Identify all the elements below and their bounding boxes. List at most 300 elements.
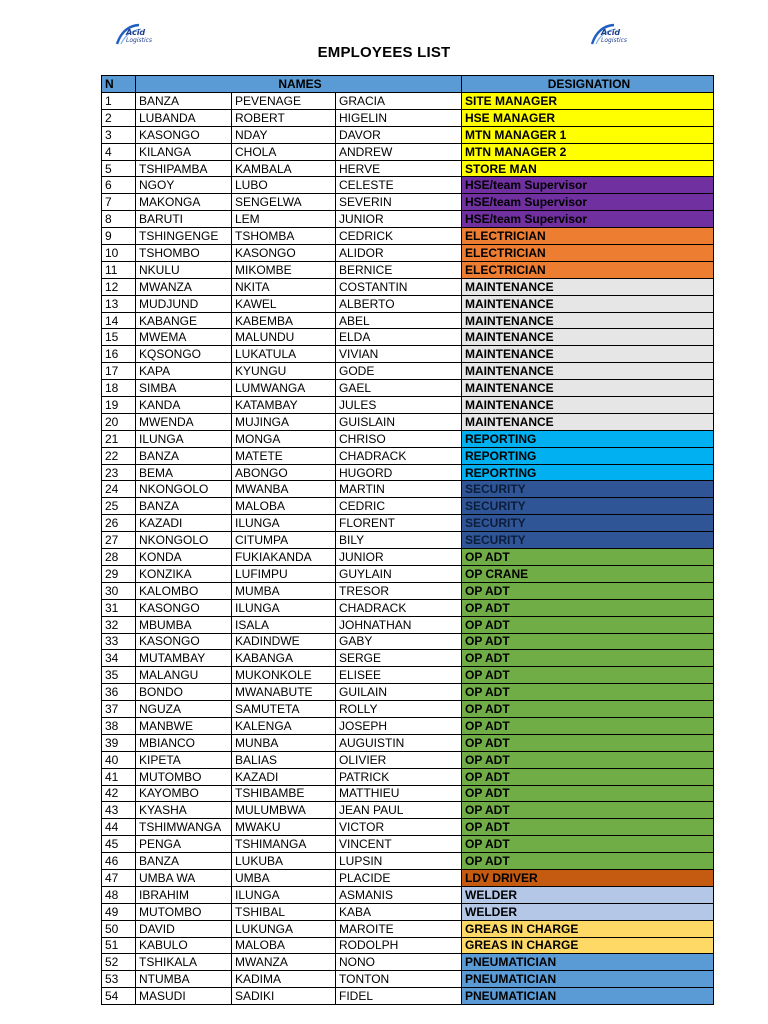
cell-name-2: TSHIMANGA bbox=[232, 836, 336, 853]
cell-name-1: MBUMBA bbox=[136, 616, 232, 633]
cell-name-1: MWANZA bbox=[136, 278, 232, 295]
cell-designation: OP ADT bbox=[462, 717, 714, 734]
cell-name-1: MUDJUND bbox=[136, 295, 232, 312]
cell-designation: HSE/team Supervisor bbox=[462, 194, 714, 211]
table-row bbox=[102, 194, 714, 211]
cell-name-2: ILUNGA bbox=[232, 599, 336, 616]
cell-designation: OP ADT bbox=[462, 734, 714, 751]
cell-name-1: NTUMBA bbox=[136, 971, 232, 988]
cell-name-1: MBIANCO bbox=[136, 734, 232, 751]
cell-designation: GREAS IN CHARGE bbox=[462, 937, 714, 954]
table-row bbox=[102, 261, 714, 278]
svg-text:Logistics: Logistics bbox=[126, 37, 153, 44]
header-designation: DESIGNATION bbox=[462, 76, 714, 93]
cell-designation: MAINTENANCE bbox=[462, 278, 714, 295]
cell-n: 41 bbox=[102, 768, 136, 785]
table-row bbox=[102, 768, 714, 785]
cell-name-2: LUFIMPU bbox=[232, 565, 336, 582]
cell-name-2: UMBA bbox=[232, 869, 336, 886]
table-row bbox=[102, 667, 714, 684]
table-row bbox=[102, 93, 714, 110]
cell-n: 37 bbox=[102, 701, 136, 718]
cell-designation: MAINTENANCE bbox=[462, 363, 714, 380]
cell-designation: OP CRANE bbox=[462, 565, 714, 582]
cell-name-2: MWANBA bbox=[232, 481, 336, 498]
cell-name-3: GUISLAIN bbox=[336, 413, 462, 430]
employees-table bbox=[101, 75, 714, 1005]
cell-name-1: BONDO bbox=[136, 684, 232, 701]
cell-n: 25 bbox=[102, 498, 136, 515]
cell-name-1: TSHIMWANGA bbox=[136, 819, 232, 836]
cell-designation: SITE MANAGER bbox=[462, 93, 714, 110]
cell-n: 21 bbox=[102, 430, 136, 447]
table-row bbox=[102, 633, 714, 650]
cell-name-1: BEMA bbox=[136, 464, 232, 481]
cell-designation: HSE/team Supervisor bbox=[462, 177, 714, 194]
cell-name-2: ABONGO bbox=[232, 464, 336, 481]
cell-designation: HSE/team Supervisor bbox=[462, 211, 714, 228]
cell-name-2: MALOBA bbox=[232, 498, 336, 515]
cell-n: 46 bbox=[102, 853, 136, 870]
cell-name-2: MATETE bbox=[232, 447, 336, 464]
cell-name-1: MALANGU bbox=[136, 667, 232, 684]
cell-name-2: KAWEL bbox=[232, 295, 336, 312]
cell-name-1: BANZA bbox=[136, 498, 232, 515]
cell-name-2: MULUMBWA bbox=[232, 802, 336, 819]
cell-name-1: UMBA WA bbox=[136, 869, 232, 886]
cell-name-3: JUNIOR bbox=[336, 211, 462, 228]
cell-designation: OP ADT bbox=[462, 633, 714, 650]
cell-name-3: SERGE bbox=[336, 650, 462, 667]
cell-name-3: MARTIN bbox=[336, 481, 462, 498]
cell-name-3: VICTOR bbox=[336, 819, 462, 836]
cell-name-1: KABULO bbox=[136, 937, 232, 954]
table-row bbox=[102, 228, 714, 245]
table-row bbox=[102, 109, 714, 126]
cell-designation: SECURITY bbox=[462, 532, 714, 549]
table-row bbox=[102, 278, 714, 295]
cell-name-1: KQSONGO bbox=[136, 346, 232, 363]
cell-name-2: KADIMA bbox=[232, 971, 336, 988]
cell-name-3: JOSEPH bbox=[336, 717, 462, 734]
cell-designation: OP ADT bbox=[462, 684, 714, 701]
cell-name-2: MUMBA bbox=[232, 582, 336, 599]
cell-name-3: MATTHIEU bbox=[336, 785, 462, 802]
cell-name-1: KASONGO bbox=[136, 126, 232, 143]
cell-designation: OP ADT bbox=[462, 802, 714, 819]
cell-name-2: KASONGO bbox=[232, 245, 336, 262]
cell-n: 29 bbox=[102, 565, 136, 582]
cell-n: 18 bbox=[102, 380, 136, 397]
cell-name-3: HIGELIN bbox=[336, 109, 462, 126]
cell-name-2: ILUNGA bbox=[232, 515, 336, 532]
cell-name-2: LUKATULA bbox=[232, 346, 336, 363]
cell-name-1: ILUNGA bbox=[136, 430, 232, 447]
table-row bbox=[102, 954, 714, 971]
cell-n: 8 bbox=[102, 211, 136, 228]
cell-name-3: TONTON bbox=[336, 971, 462, 988]
cell-n: 42 bbox=[102, 785, 136, 802]
page-title: EMPLOYEES LIST bbox=[317, 44, 451, 61]
cell-name-2: FUKIAKANDA bbox=[232, 549, 336, 566]
cell-name-2: ISALA bbox=[232, 616, 336, 633]
cell-name-1: NGOY bbox=[136, 177, 232, 194]
cell-name-2: LUKUBA bbox=[232, 853, 336, 870]
cell-name-3: CEDRICK bbox=[336, 228, 462, 245]
cell-designation: OP ADT bbox=[462, 819, 714, 836]
cell-name-2: KATAMBAY bbox=[232, 397, 336, 414]
cell-n: 36 bbox=[102, 684, 136, 701]
cell-n: 53 bbox=[102, 971, 136, 988]
cell-designation: ELECTRICIAN bbox=[462, 228, 714, 245]
cell-name-2: NDAY bbox=[232, 126, 336, 143]
cell-name-1: NKONGOLO bbox=[136, 532, 232, 549]
cell-designation: OP ADT bbox=[462, 549, 714, 566]
cell-designation: MAINTENANCE bbox=[462, 380, 714, 397]
table-row bbox=[102, 751, 714, 768]
cell-name-1: BANZA bbox=[136, 447, 232, 464]
cell-name-3: ABEL bbox=[336, 312, 462, 329]
cell-name-1: BANZA bbox=[136, 853, 232, 870]
table-row bbox=[102, 532, 714, 549]
cell-designation: OP ADT bbox=[462, 650, 714, 667]
table-row bbox=[102, 363, 714, 380]
cell-designation: ELECTRICIAN bbox=[462, 261, 714, 278]
cell-name-3: ANDREW bbox=[336, 143, 462, 160]
cell-n: 45 bbox=[102, 836, 136, 853]
cell-name-2: MUJINGA bbox=[232, 413, 336, 430]
cell-name-3: ROLLY bbox=[336, 701, 462, 718]
cell-name-2: MWANZA bbox=[232, 954, 336, 971]
cell-designation: OP ADT bbox=[462, 582, 714, 599]
cell-name-1: MUTOMBO bbox=[136, 903, 232, 920]
cell-name-3: CHADRACK bbox=[336, 599, 462, 616]
cell-name-2: LUBO bbox=[232, 177, 336, 194]
cell-designation: OP ADT bbox=[462, 616, 714, 633]
cell-designation: WELDER bbox=[462, 886, 714, 903]
cell-n: 54 bbox=[102, 988, 136, 1005]
cell-n: 7 bbox=[102, 194, 136, 211]
cell-name-3: VINCENT bbox=[336, 836, 462, 853]
cell-name-3: OLIVIER bbox=[336, 751, 462, 768]
cell-name-1: IBRAHIM bbox=[136, 886, 232, 903]
table-header-row bbox=[102, 76, 714, 93]
table-row bbox=[102, 616, 714, 633]
cell-name-3: BERNICE bbox=[336, 261, 462, 278]
table-row bbox=[102, 650, 714, 667]
cell-name-2: SAMUTETA bbox=[232, 701, 336, 718]
cell-n: 15 bbox=[102, 329, 136, 346]
cell-name-1: DAVID bbox=[136, 920, 232, 937]
cell-name-1: TSHIPAMBA bbox=[136, 160, 232, 177]
cell-designation: MTN MANAGER 1 bbox=[462, 126, 714, 143]
cell-name-3: ASMANIS bbox=[336, 886, 462, 903]
cell-name-3: ALIDOR bbox=[336, 245, 462, 262]
cell-name-1: MASUDI bbox=[136, 988, 232, 1005]
table-row bbox=[102, 430, 714, 447]
cell-n: 39 bbox=[102, 734, 136, 751]
cell-name-3: FIDEL bbox=[336, 988, 462, 1005]
cell-name-1: KYASHA bbox=[136, 802, 232, 819]
cell-name-1: TSHINGENGE bbox=[136, 228, 232, 245]
cell-designation: MTN MANAGER 2 bbox=[462, 143, 714, 160]
cell-name-1: NGUZA bbox=[136, 701, 232, 718]
cell-name-1: LUBANDA bbox=[136, 109, 232, 126]
cell-n: 20 bbox=[102, 413, 136, 430]
table-row bbox=[102, 903, 714, 920]
cell-name-1: KAPA bbox=[136, 363, 232, 380]
table-row bbox=[102, 565, 714, 582]
cell-n: 26 bbox=[102, 515, 136, 532]
cell-name-3: ALBERTO bbox=[336, 295, 462, 312]
cell-name-2: TSHIBAL bbox=[232, 903, 336, 920]
cell-name-1: KIPETA bbox=[136, 751, 232, 768]
cell-name-1: KANDA bbox=[136, 397, 232, 414]
cell-name-3: KABA bbox=[336, 903, 462, 920]
cell-name-3: FLORENT bbox=[336, 515, 462, 532]
cell-name-1: SIMBA bbox=[136, 380, 232, 397]
cell-name-1: KONDA bbox=[136, 549, 232, 566]
cell-name-2: SENGELWA bbox=[232, 194, 336, 211]
cell-name-3: TRESOR bbox=[336, 582, 462, 599]
cell-name-2: ILUNGA bbox=[232, 886, 336, 903]
cell-n: 10 bbox=[102, 245, 136, 262]
cell-name-3: CHRISO bbox=[336, 430, 462, 447]
cell-designation: WELDER bbox=[462, 903, 714, 920]
table-row bbox=[102, 413, 714, 430]
cell-name-2: ROBERT bbox=[232, 109, 336, 126]
cell-name-2: MALOBA bbox=[232, 937, 336, 954]
cell-designation: HSE MANAGER bbox=[462, 109, 714, 126]
table-row bbox=[102, 549, 714, 566]
cell-name-1: KALOMBO bbox=[136, 582, 232, 599]
cell-n: 24 bbox=[102, 481, 136, 498]
cell-designation: SECURITY bbox=[462, 515, 714, 532]
cell-designation: OP ADT bbox=[462, 836, 714, 853]
cell-designation: MAINTENANCE bbox=[462, 413, 714, 430]
cell-name-3: GRACIA bbox=[336, 93, 462, 110]
table-row bbox=[102, 920, 714, 937]
cell-name-1: MUTAMBAY bbox=[136, 650, 232, 667]
table-row bbox=[102, 785, 714, 802]
cell-name-3: GAEL bbox=[336, 380, 462, 397]
cell-name-2: MUNBA bbox=[232, 734, 336, 751]
cell-n: 34 bbox=[102, 650, 136, 667]
cell-designation: MAINTENANCE bbox=[462, 329, 714, 346]
table-row bbox=[102, 802, 714, 819]
table-row bbox=[102, 717, 714, 734]
table-row bbox=[102, 498, 714, 515]
table-row bbox=[102, 836, 714, 853]
cell-n: 12 bbox=[102, 278, 136, 295]
cell-designation: STORE MAN bbox=[462, 160, 714, 177]
table-row bbox=[102, 211, 714, 228]
cell-name-2: MONGA bbox=[232, 430, 336, 447]
cell-n: 33 bbox=[102, 633, 136, 650]
table-row bbox=[102, 295, 714, 312]
cell-designation: OP ADT bbox=[462, 667, 714, 684]
cell-name-3: COSTANTIN bbox=[336, 278, 462, 295]
cell-n: 48 bbox=[102, 886, 136, 903]
cell-designation: MAINTENANCE bbox=[462, 397, 714, 414]
cell-designation: REPORTING bbox=[462, 464, 714, 481]
cell-name-2: LUKUNGA bbox=[232, 920, 336, 937]
cell-n: 22 bbox=[102, 447, 136, 464]
cell-name-1: MWEMA bbox=[136, 329, 232, 346]
cell-n: 19 bbox=[102, 397, 136, 414]
cell-n: 2 bbox=[102, 109, 136, 126]
cell-name-2: KABEMBA bbox=[232, 312, 336, 329]
cell-n: 27 bbox=[102, 532, 136, 549]
cell-designation: PNEUMATICIAN bbox=[462, 971, 714, 988]
cell-designation: MAINTENANCE bbox=[462, 295, 714, 312]
cell-name-2: KAMBALA bbox=[232, 160, 336, 177]
cell-name-1: MWENDA bbox=[136, 413, 232, 430]
cell-name-2: CHOLA bbox=[232, 143, 336, 160]
cell-name-3: JOHNATHAN bbox=[336, 616, 462, 633]
cell-name-2: TSHOMBA bbox=[232, 228, 336, 245]
cell-name-1: BANZA bbox=[136, 93, 232, 110]
cell-name-3: NONO bbox=[336, 954, 462, 971]
cell-name-3: JULES bbox=[336, 397, 462, 414]
cell-n: 1 bbox=[102, 93, 136, 110]
cell-name-1: KASONGO bbox=[136, 599, 232, 616]
cell-name-2: MUKONKOLE bbox=[232, 667, 336, 684]
table-row bbox=[102, 599, 714, 616]
cell-name-2: LUMWANGA bbox=[232, 380, 336, 397]
cell-name-2: KAZADI bbox=[232, 768, 336, 785]
cell-name-2: KYUNGU bbox=[232, 363, 336, 380]
cell-name-2: MWANABUTE bbox=[232, 684, 336, 701]
cell-n: 23 bbox=[102, 464, 136, 481]
header-n: N bbox=[102, 76, 136, 93]
cell-n: 11 bbox=[102, 261, 136, 278]
cell-name-2: BALIAS bbox=[232, 751, 336, 768]
cell-designation: REPORTING bbox=[462, 447, 714, 464]
cell-name-3: ELISEE bbox=[336, 667, 462, 684]
cell-n: 13 bbox=[102, 295, 136, 312]
cell-name-3: AUGUISTIN bbox=[336, 734, 462, 751]
cell-name-1: TSHIKALA bbox=[136, 954, 232, 971]
cell-name-1: KABANGE bbox=[136, 312, 232, 329]
cell-designation: OP ADT bbox=[462, 599, 714, 616]
cell-name-2: NKITA bbox=[232, 278, 336, 295]
cell-name-2: PEVENAGE bbox=[232, 93, 336, 110]
cell-name-1: BARUTI bbox=[136, 211, 232, 228]
cell-designation: OP ADT bbox=[462, 751, 714, 768]
table-row bbox=[102, 380, 714, 397]
cell-name-1: KASONGO bbox=[136, 633, 232, 650]
cell-name-1: KAZADI bbox=[136, 515, 232, 532]
cell-designation: REPORTING bbox=[462, 430, 714, 447]
table-row bbox=[102, 312, 714, 329]
cell-name-2: KALENGA bbox=[232, 717, 336, 734]
table-row bbox=[102, 988, 714, 1005]
table-row bbox=[102, 582, 714, 599]
cell-n: 32 bbox=[102, 616, 136, 633]
table-row bbox=[102, 734, 714, 751]
company-logo-right bbox=[588, 22, 638, 46]
cell-name-2: MWAKU bbox=[232, 819, 336, 836]
cell-n: 43 bbox=[102, 802, 136, 819]
cell-name-3: VIVIAN bbox=[336, 346, 462, 363]
cell-name-1: PENGA bbox=[136, 836, 232, 853]
cell-designation: OP ADT bbox=[462, 701, 714, 718]
cell-designation: OP ADT bbox=[462, 785, 714, 802]
table-row bbox=[102, 684, 714, 701]
svg-text:Acid: Acid bbox=[601, 28, 621, 37]
cell-designation: ELECTRICIAN bbox=[462, 245, 714, 262]
cell-designation: LDV DRIVER bbox=[462, 869, 714, 886]
table-row bbox=[102, 447, 714, 464]
cell-name-1: KAYOMBO bbox=[136, 785, 232, 802]
cell-designation: GREAS IN CHARGE bbox=[462, 920, 714, 937]
cell-name-2: CITUMPA bbox=[232, 532, 336, 549]
cell-name-3: MAROITE bbox=[336, 920, 462, 937]
cell-n: 9 bbox=[102, 228, 136, 245]
cell-name-2: SADIKI bbox=[232, 988, 336, 1005]
cell-n: 35 bbox=[102, 667, 136, 684]
table-row bbox=[102, 869, 714, 886]
cell-name-3: SEVERIN bbox=[336, 194, 462, 211]
cell-designation: MAINTENANCE bbox=[462, 346, 714, 363]
cell-name-3: GODE bbox=[336, 363, 462, 380]
cell-name-3: JEAN PAUL bbox=[336, 802, 462, 819]
cell-designation: MAINTENANCE bbox=[462, 312, 714, 329]
cell-name-3: BILY bbox=[336, 532, 462, 549]
cell-n: 51 bbox=[102, 937, 136, 954]
table-row bbox=[102, 853, 714, 870]
cell-n: 6 bbox=[102, 177, 136, 194]
cell-name-3: HUGORD bbox=[336, 464, 462, 481]
cell-name-3: JUNIOR bbox=[336, 549, 462, 566]
table-row bbox=[102, 126, 714, 143]
company-logo-left bbox=[113, 22, 163, 46]
cell-name-3: CEDRIC bbox=[336, 498, 462, 515]
cell-name-3: PATRICK bbox=[336, 768, 462, 785]
cell-name-3: GUYLAIN bbox=[336, 565, 462, 582]
cell-n: 40 bbox=[102, 751, 136, 768]
cell-name-1: TSHOMBO bbox=[136, 245, 232, 262]
table-row bbox=[102, 143, 714, 160]
cell-n: 4 bbox=[102, 143, 136, 160]
cell-name-1: NKONGOLO bbox=[136, 481, 232, 498]
table-row bbox=[102, 515, 714, 532]
cell-name-3: LUPSIN bbox=[336, 853, 462, 870]
table-row bbox=[102, 397, 714, 414]
cell-name-3: HERVE bbox=[336, 160, 462, 177]
cell-designation: PNEUMATICIAN bbox=[462, 954, 714, 971]
cell-name-3: RODOLPH bbox=[336, 937, 462, 954]
table-row bbox=[102, 177, 714, 194]
table-row bbox=[102, 160, 714, 177]
cell-n: 49 bbox=[102, 903, 136, 920]
cell-name-3: DAVOR bbox=[336, 126, 462, 143]
svg-text:Acid: Acid bbox=[126, 28, 146, 37]
cell-name-1: NKULU bbox=[136, 261, 232, 278]
cell-name-3: PLACIDE bbox=[336, 869, 462, 886]
cell-name-3: GUILAIN bbox=[336, 684, 462, 701]
table-row bbox=[102, 886, 714, 903]
cell-name-2: LEM bbox=[232, 211, 336, 228]
cell-name-1: KILANGA bbox=[136, 143, 232, 160]
cell-n: 30 bbox=[102, 582, 136, 599]
cell-name-3: CELESTE bbox=[336, 177, 462, 194]
header-names: NAMES bbox=[136, 76, 462, 93]
cell-name-2: TSHIBAMBE bbox=[232, 785, 336, 802]
cell-name-3: GABY bbox=[336, 633, 462, 650]
cell-designation: OP ADT bbox=[462, 853, 714, 870]
